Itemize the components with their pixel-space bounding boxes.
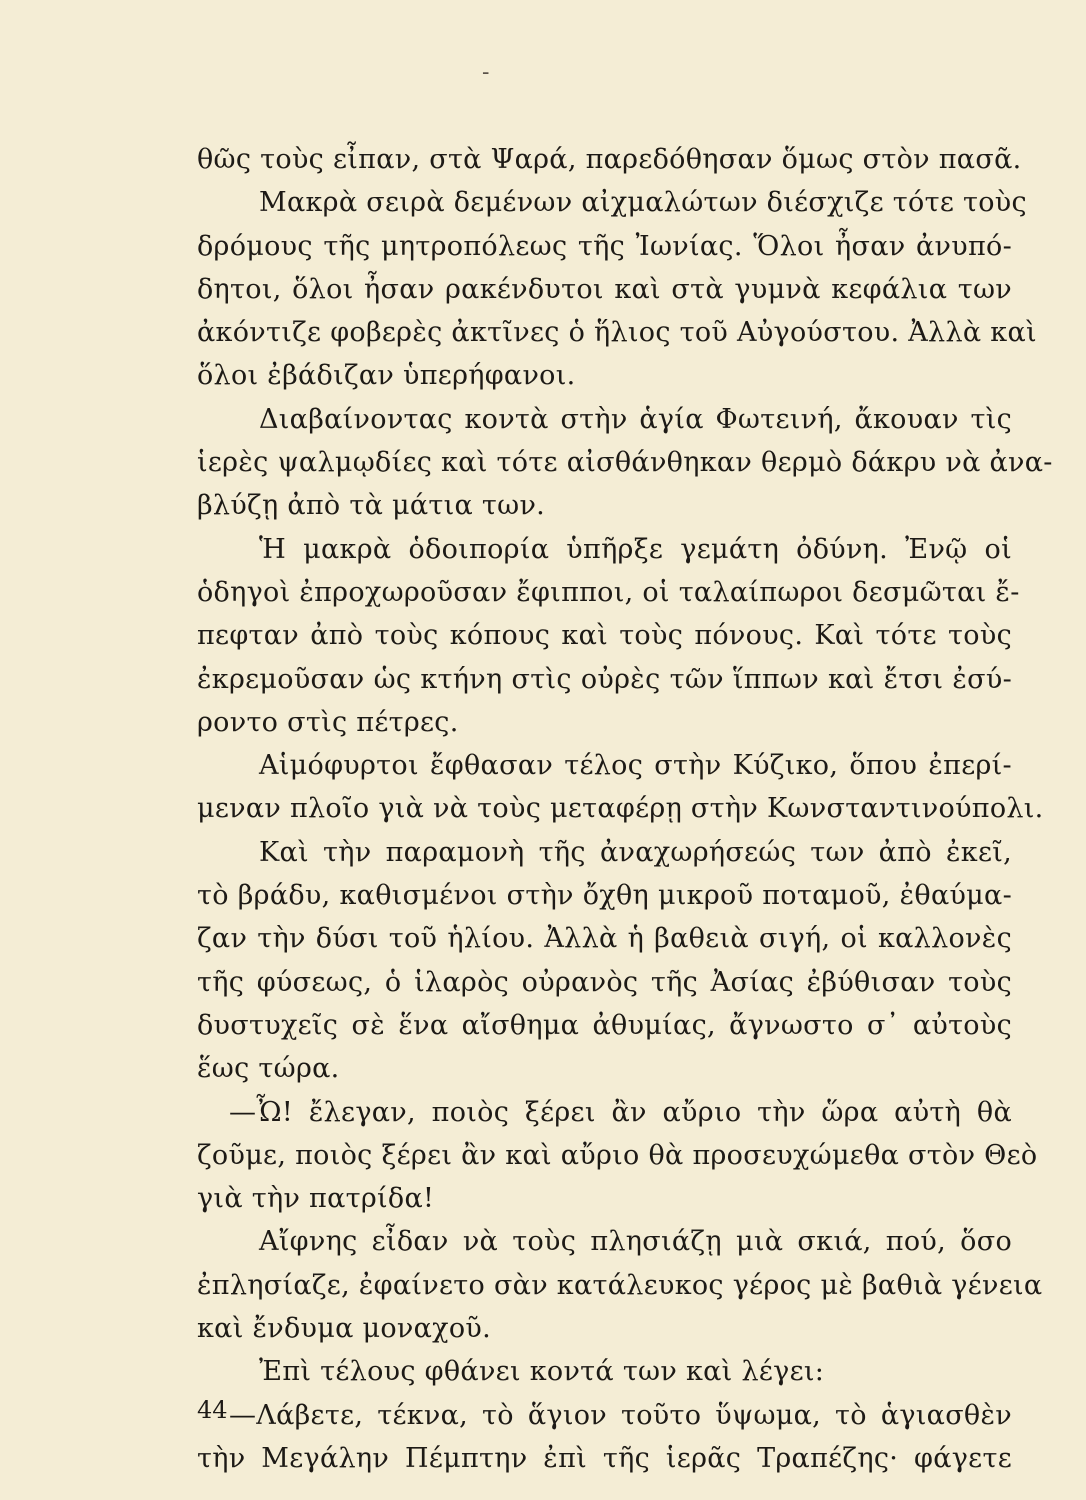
text-line-26: Αἴφνης εἶδαν νὰ τοὺς πλησιάζῃ μιὰ σκιά, πού, ὅσο (259, 1226, 1012, 1258)
text-line-8: ἱερὲς ψαλμῳδίες καὶ τότε αἰσθάνθηκαν θερμὸ δάκρυ νὰ ἀνα- (197, 447, 1053, 479)
header-mark: - (482, 60, 490, 85)
text-line-11: ὁδηγοὶ ἐπροχωροῦσαν ἔφιπποι, οἱ ταλαίπωροι δεσμῶται ἔ- (197, 576, 1020, 608)
text-line-17: Καὶ τὴν παραμονὴ τῆς ἀναχωρήσεώς των ἀπὸ ἐκεῖ, (259, 836, 1012, 868)
text-line-15: Αἱμόφυρτοι ἔφθασαν τέλος στὴν Κύζικο, ὅπου ἐπερί- (259, 750, 1012, 782)
text-line-13: ἐκρεμοῦσαν ὡς κτήνη στὶς οὐρὲς τῶν ἵππων καὶ ἔτσι ἐσύ- (197, 663, 1012, 695)
text-line-20: τῆς φύσεως, ὁ ἱλαρὸς οὐρανὸς τῆς Ἀσίας ἐβύθισαν τοὺς (197, 966, 1012, 998)
text-line-31: τὴν Μεγάλην Πέμπτην ἐπὶ τῆς ἱερᾶς Τραπέζης· φάγετε (197, 1442, 1012, 1474)
body-text (197, 138, 1053, 1480)
text-line-27: ἐπλησίαζε, ἐφαίνετο σὰν κατάλευκος γέρος μὲ βαθιὰ γένεια (197, 1269, 1043, 1301)
text-line-6: ὅλοι ἐβάδιζαν ὑπερήφανοι. (197, 360, 576, 392)
text-line-3: δρόμους τῆς μητροπόλεως τῆς Ἰωνίας. Ὅλοι ἦσαν ἀνυπό- (197, 230, 1012, 262)
text-line-5: ἀκόντιζε φοβερὲς ἀκτῖνες ὁ ἥλιος τοῦ Αὐγούστου. Ἀλλὰ καὶ (197, 317, 1037, 349)
text-line-16: μεναν πλοῖο γιὰ νὰ τοὺς μεταφέρῃ στὴν Κωνσταντινούπολι. (197, 793, 1044, 825)
text-line-21: δυστυχεῖς σὲ ἕνα αἴσθημα ἀθυμίας, ἄγνωστο σ᾽ αὐτοὺς (197, 1009, 1012, 1041)
text-line-18: τὸ βράδυ, καθισμένοι στὴν ὄχθη μικροῦ ποταμοῦ, ἐθαύμα- (197, 880, 1012, 912)
text-line-10: Ἡ μακρὰ ὁδοιπορία ὑπῆρξε γεμάτη ὀδύνη. Ἐνῷ οἱ (259, 533, 1012, 565)
text-line-23: —Ὦ! ἔλεγαν, ποιὸς ξέρει ἂν αὔριο τὴν ὥρα αὐτὴ θὰ (229, 1096, 1012, 1128)
text-line-1: θῶς τοὺς εἶπαν, στὰ Ψαρά, παρεδόθησαν ὅμως στὸν πασᾶ. (197, 144, 1022, 175)
text-line-19: ζαν τὴν δύσι τοῦ ἡλίου. Ἀλλὰ ἡ βαθειὰ σιγή, οἱ καλλονὲς (197, 923, 1012, 955)
text-line-30: —Λάβετε, τέκνα, τὸ ἅγιον τοῦτο ὕψωμα, τὸ ἁγιασθὲν (229, 1399, 1012, 1431)
text-line-7: Διαβαίνοντας κοντὰ στὴν ἁγία Φωτεινή, ἄκουαν τὶς (259, 403, 1012, 435)
text-line-24: ζοῦμε, ποιὸς ξέρει ἂν καὶ αὔριο θὰ προσευχώμεθα στὸν Θεὸ (197, 1139, 1038, 1171)
text-line-9: βλύζῃ ἀπὸ τὰ μάτια των. (197, 490, 546, 522)
text-line-22: ἕως τώρα. (197, 1053, 340, 1085)
text-line-28: καὶ ἔνδυμα μοναχοῦ. (197, 1313, 491, 1345)
page-number: 44 (197, 1396, 228, 1424)
text-line-29: Ἐπὶ τέλους φθάνει κοντά των καὶ λέγει: (259, 1356, 825, 1388)
text-line-25: γιὰ τὴν πατρίδα! (197, 1183, 435, 1215)
text-line-12: πεφταν ἀπὸ τοὺς κόπους καὶ τοὺς πόνους. Καὶ τότε τοὺς (197, 620, 1012, 652)
text-line-2: Μακρὰ σειρὰ δεμένων αἰχμαλώτων διέσχιζε τότε τοὺς (259, 187, 1027, 219)
text-line-14: ροντο στὶς πέτρες. (197, 706, 459, 738)
text-line-4: δητοι, ὅλοι ἦσαν ρακένδυτοι καὶ στὰ γυμνὰ κεφάλια των (197, 273, 1012, 305)
